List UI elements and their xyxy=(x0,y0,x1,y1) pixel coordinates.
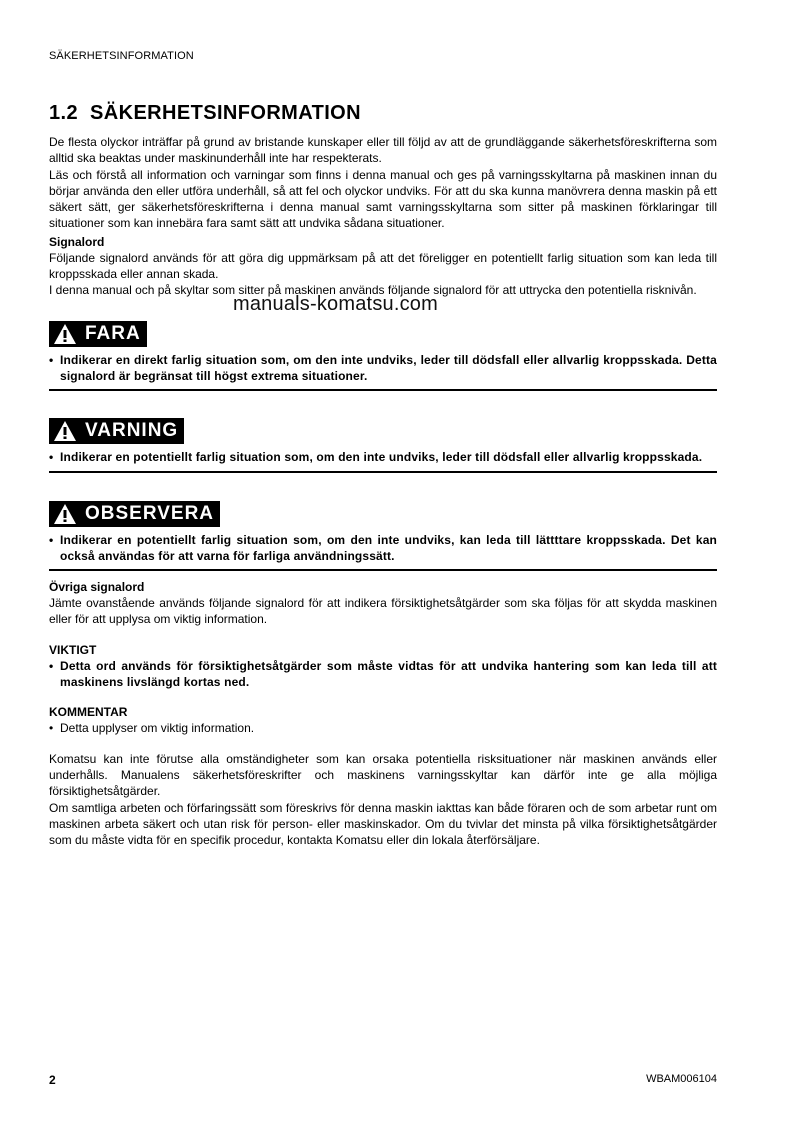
fara-label-text: FARA xyxy=(85,322,141,344)
observera-label xyxy=(49,501,220,527)
kommentar-text: • Detta upplyser om viktig information. xyxy=(49,720,717,736)
running-header: SÄKERHETSINFORMATION xyxy=(49,50,194,62)
warning-triangle-icon xyxy=(53,503,77,525)
warning-triangle-icon xyxy=(53,323,77,345)
section-title xyxy=(49,100,717,130)
varning-label xyxy=(49,418,184,444)
fara-description: • Indikerar en direkt farlig situation som, om den inte undviks, leder till dödsfall eller allvarlig kroppsskada. Detta signalord är begränsat till högst extrema situationer. xyxy=(49,352,717,385)
divider xyxy=(49,389,717,391)
signalord-paragraph-2: I denna manual och på skyltar som sitter på maskinen används följande signalord för att uttrycka den potentiella risknivån. xyxy=(49,283,697,298)
watermark: manuals-komatsu.com xyxy=(233,293,438,315)
intro-paragraph-2: Läs och förstå all information och varningar som finns i denna manual och ges på varningsskyltarna på maskinen innan du börjar använda den eller utföra underhåll, så att fel och olyckor undviks. För att du ska kunna manövrera denna maskin på ett säkert sätt, ger säkerhetsföreskrifterna i denna manual samt varningsskyltarna som sitter på maskinen förklaringar till situationer som kan innebära fara samt sätt att undvika sådana situationer. xyxy=(49,167,717,231)
document-code: WBAM006104 xyxy=(646,1073,717,1085)
fara-label xyxy=(49,321,147,347)
warning-triangle-icon xyxy=(53,420,77,442)
observera-label-text: OBSERVERA xyxy=(85,502,215,524)
signalord-heading: Signalord xyxy=(49,234,105,249)
signal-box-observera xyxy=(49,501,717,572)
page-content xyxy=(49,100,717,848)
signalord-paragraph-1: Följande signalord används för att göra dig uppmärksam på att det föreligger en potentiellt farlig situation som kan leda till kroppsskada eller annan skada. xyxy=(49,250,717,282)
divider xyxy=(49,569,717,571)
closing-paragraph-1: Komatsu kan inte förutse alla omständigheter som kan orsaka potentiella risksituationer när maskinen används eller underhålls. Manualens säkerhetsföreskrifter och maskinens varningsskyltar kan därför inte ge alla möjliga försiktighetsåtgärder. xyxy=(49,751,717,799)
closing-paragraph-2: Om samtliga arbeten och förfaringssätt som föreskrivs för denna maskin iakttas kan både föraren och de som arbetar runt om maskinen arbeta säkert och utan risk för person- eller maskinskador. Om du tvivlar det minsta på vilka försiktighetsåtgärder som du måste vidta för en specifik procedur, kontakta Komatsu eller din lokala återförsäljare. xyxy=(49,800,717,848)
varning-description: • Indikerar en potentiellt farlig situation som, om den inte undviks, leder till dödsfall eller allvarlig kroppsskada. xyxy=(49,449,717,465)
varning-label-text: VARNING xyxy=(85,420,179,442)
divider xyxy=(49,471,717,473)
signal-box-fara xyxy=(49,321,717,392)
kommentar-heading: KOMMENTAR xyxy=(49,705,128,720)
observera-description: • Indikerar en potentiellt farlig situation som, om den inte undviks, kan leda till lättttare kroppsskada. Det kan också användas för att varna för farliga användningssätt. xyxy=(49,532,717,565)
section-title-text: SÄKERHETSINFORMATION xyxy=(90,102,361,124)
page-number: 2 xyxy=(49,1073,56,1087)
other-signal-words-text: Jämte ovanstående används följande signalord för att indikera försiktighetsåtgärder som ska följas för att skydda maskinen eller för att upplysa om viktig information. xyxy=(49,596,717,627)
viktigt-heading: VIKTIGT xyxy=(49,642,97,657)
signal-box-varning xyxy=(49,418,717,472)
other-signal-words-heading: Övriga signalord xyxy=(49,580,145,595)
section-number: 1.2 xyxy=(49,102,79,124)
viktigt-text: • Detta ord används för försiktighetsåtgärder som måste vidtas för att undvika hantering som kan leda till att maskinens livslängd kortas ned. xyxy=(49,658,717,691)
intro-paragraph-1: De flesta olyckor inträffar på grund av bristande kunskaper eller till följd av att de grundläggande säkerhetsföreskrifterna som alltid ska beaktas under maskinunderhåll inte har respekterats. xyxy=(49,135,717,166)
